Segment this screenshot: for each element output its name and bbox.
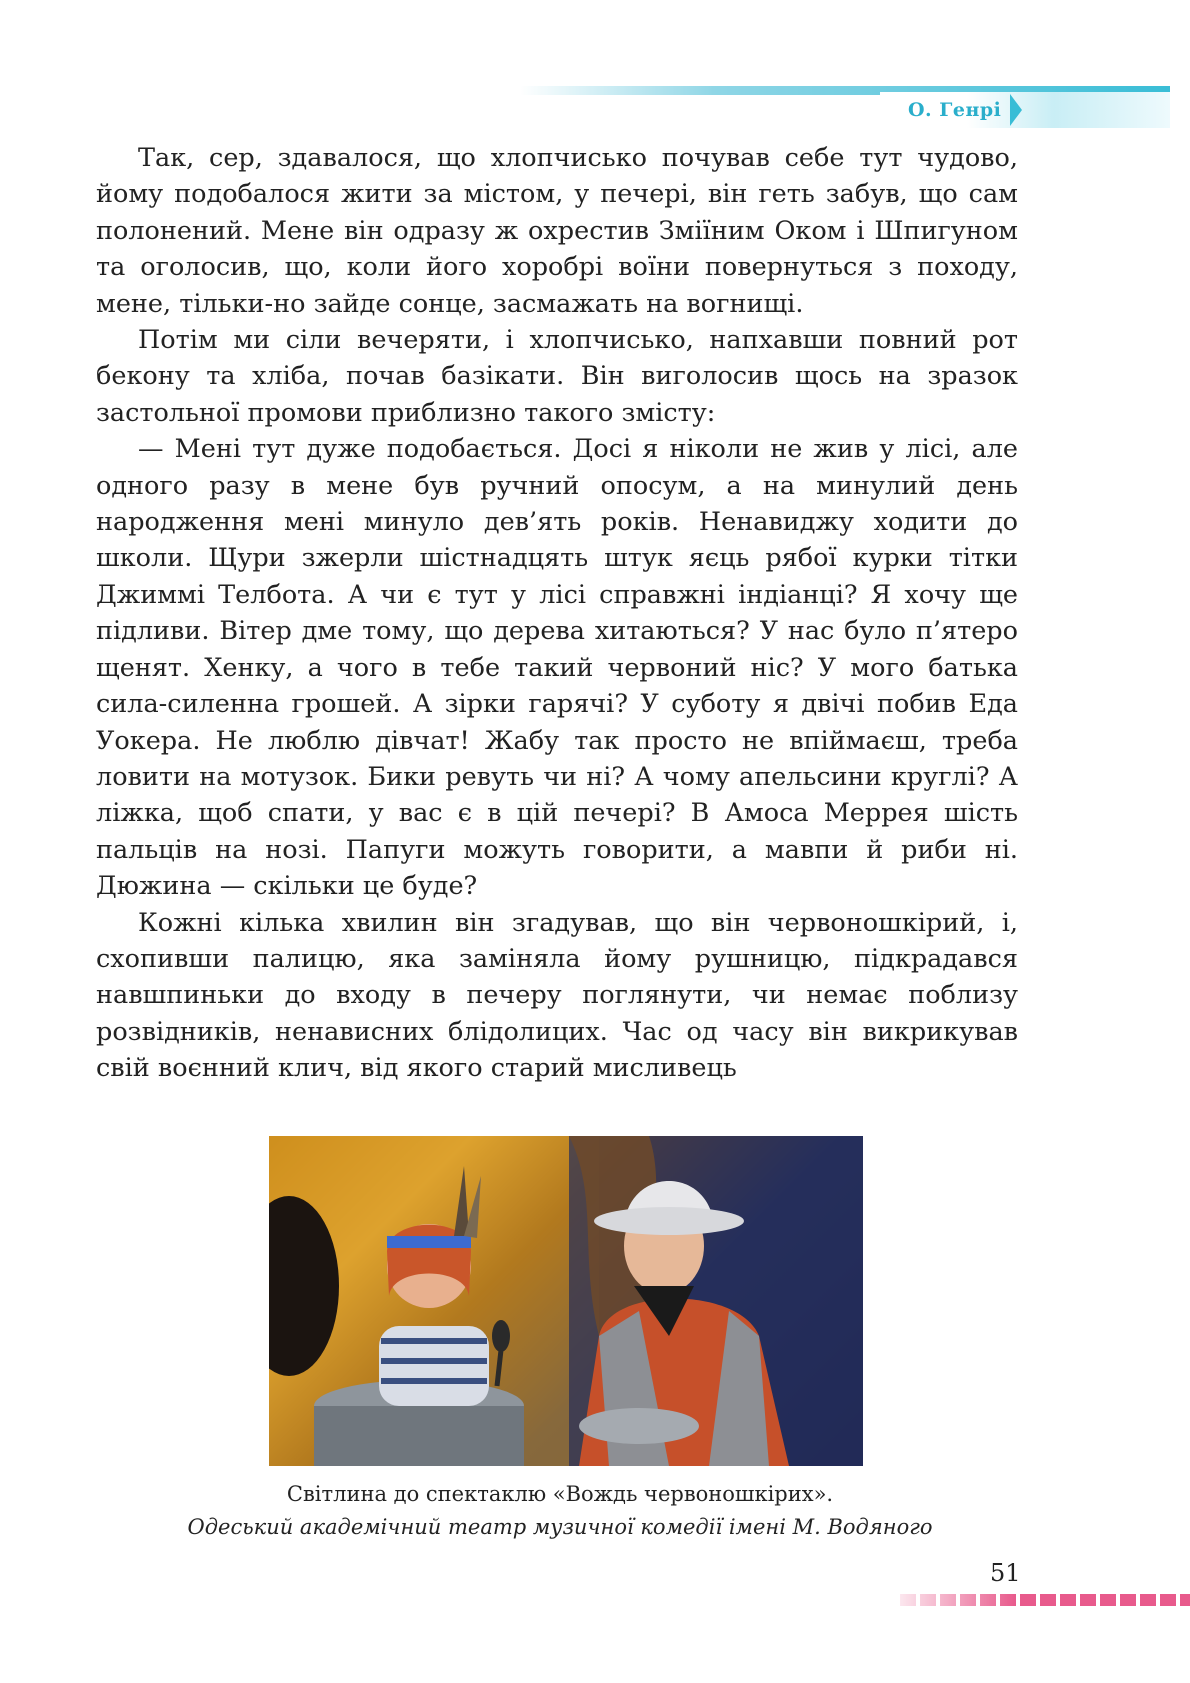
paragraph: Так, сер, здавалося, що хлопчисько почував себе тут чудово, йому подобалося жити за містом, у печері, він геть забув, що сам полонений. Мене він одразу ж охрестив Зміїним Оком і Шпигуном та оголосив, що, коли його хоробрі воїни повернуться з походу, мене, тільки-но зайде сонце, засмажать на вогнищі.	[96, 143, 1018, 319]
footer-decor-bar	[900, 1594, 1190, 1606]
page-number: 51	[990, 1559, 1021, 1587]
figure-caption-title: Світлина до спектаклю «Вождь червоношкірих».	[286, 1482, 834, 1506]
body-text	[96, 140, 1018, 1087]
paragraph: Потім ми сіли вечеряти, і хлопчисько, напхавши повний рот бекону та хліба, почав базікати. Він виголосив щось на зразок застольної промови приблизно такого змісту:	[96, 325, 1018, 428]
paragraph: Кожні кілька хвилин він згадував, що він червоношкірий, і, схопивши палицю, яка заміняла йому рушницю, підкрадався навшпиньки до входу в печеру поглянути, чи немає поблизу розвідників, ненависних блідолицих. Час од часу він викрикував свій воєнний клич, від якого старий мисливець	[96, 907, 1018, 1084]
paragraph: — Мені тут дуже подобається. Досі я ніколи не жив у лісі, але одного разу в мене був ручний опосум, а на минулий день народження мені минуло дев’ять років. Ненавиджу ходити до школи. Щури зжерли шістнадцять штук яєць рябої курки тітки Джиммі Телбота. А чи є тут у лісі справжні індіанці? Я хочу ще підливи. Вітер дме тому, що дерева хитаються? У нас було п’ятеро щенят. Хенку, а чого в тебе такий червоний ніс? У мого батька сила-силенна грошей. А зірки гарячі? У суботу я двічі побив Еда Уокера. Не люблю дівчат! Жабу так просто не впіймаєш, треба ловити на мотузок. Бики ревуть чи ні? А чому апельсини круглі? А ліжка, щоб спати, у вас є в цій печері? В Амоса Меррея шість пальців на нозі. Папуги можуть говорити, а мавпи й риби ні. Дюжина — скільки це буде?	[96, 434, 1018, 902]
running-title: О. Генрі	[908, 99, 1002, 121]
theatre-photo	[269, 1136, 863, 1466]
figure-caption-credit: Одеський академічний театр музичної комедії імені М. Водяного	[187, 1515, 933, 1539]
chevron-right-icon	[1010, 94, 1022, 126]
